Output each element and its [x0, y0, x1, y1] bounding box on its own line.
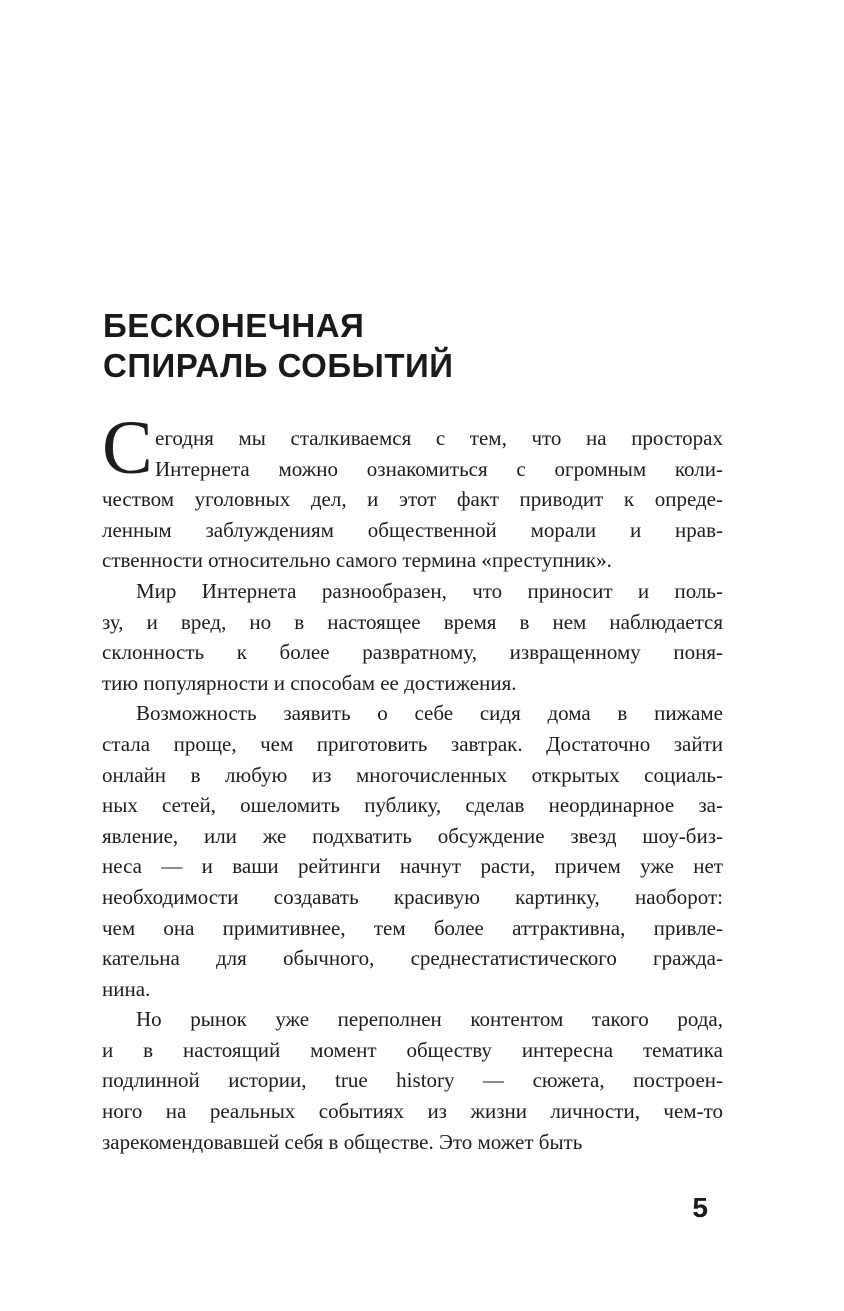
drop-cap: С	[102, 406, 153, 490]
text-line: склонность к более развратному, извращенному поня-	[102, 640, 723, 665]
text-line: ного на реальных событиях из жизни личности, чем-то	[102, 1099, 723, 1124]
text-line: тию популярности и способам ее достижения.	[102, 670, 517, 695]
text-line: чем она примитивнее, тем более аттрактивна, привле-	[102, 915, 723, 940]
text-line: егодня мы сталкиваемся с тем, что на просторах	[155, 426, 723, 450]
text-line: Возможность заявить о себе сидя дома в пижаме	[136, 701, 723, 726]
text-line: неса — и ваши рейтинги начнут расти, причем уже нет	[102, 854, 723, 879]
text-line: Мир Интернета разнообразен, что приносит и поль-	[136, 578, 723, 603]
text-line: необходимости создавать красивую картинку, наоборот:	[102, 884, 723, 909]
text-line: ленным заблуждениям общественной морали и нрав-	[102, 517, 723, 542]
text-line: зарекомендовавшей себя в обществе. Это может быть	[102, 1129, 583, 1154]
text-line: ных сетей, ошеломить публику, сделав неординарное за-	[102, 793, 723, 818]
paragraph	[102, 406, 723, 576]
text-line: Но рынок уже переполнен контентом такого рода,	[136, 1007, 723, 1032]
text-line: стала проще, чем приготовить завтрак. Достаточно зайти	[102, 731, 723, 756]
article-body	[102, 406, 723, 1157]
paragraph	[102, 698, 723, 1004]
text-line: Интернета можно ознакомиться с огромным коли-	[155, 456, 723, 481]
text-line: чеством уголовных дел, и этот факт приводит к опреде-	[102, 487, 723, 512]
paragraph	[102, 576, 723, 698]
text-line: явление, или же подхватить обсуждение звезд шоу-биз-	[102, 823, 723, 848]
text-line: кательна для обычного, среднестатистического гражда-	[102, 946, 723, 971]
page-number: 5	[692, 1192, 708, 1223]
chapter-title-line-1: БЕСКОНЕЧНАЯ	[103, 307, 365, 344]
chapter-title	[103, 306, 743, 386]
text-line: ственности относительно самого термина «преступник».	[102, 548, 612, 573]
text-line: онлайн в любую из многочисленных открытых социаль-	[102, 762, 723, 787]
text-line: нина.	[102, 976, 151, 1001]
paragraph	[102, 1004, 723, 1157]
chapter-title-line-2: СПИРАЛЬ СОБЫТИЙ	[103, 347, 454, 384]
text-line: зу, и вред, но в настоящее время в нем наблюдается	[102, 609, 723, 634]
text-line: и в настоящий момент обществу интересна тематика	[102, 1037, 723, 1062]
text-line: подлинной истории, true history — сюжета, построен-	[102, 1068, 723, 1093]
